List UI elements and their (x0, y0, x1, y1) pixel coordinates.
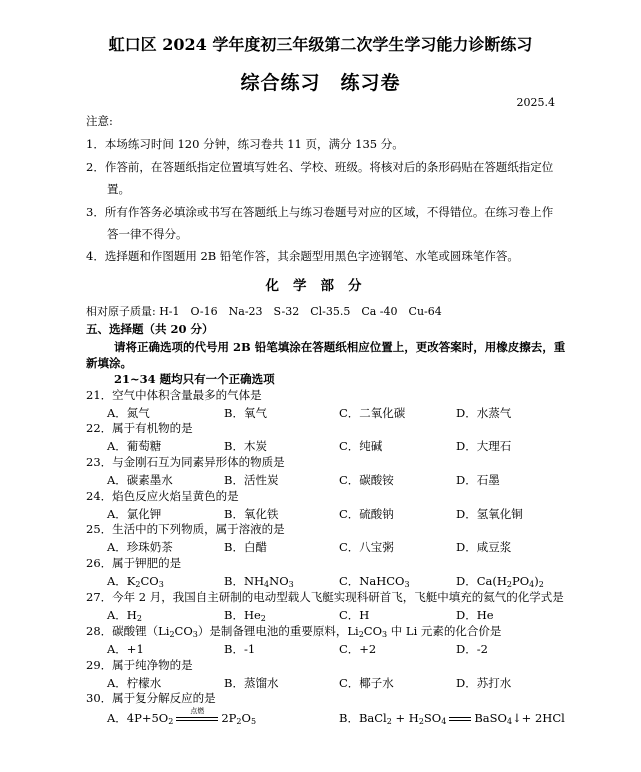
atomic-masses: 相对原子质量: H-1 O-16 Na-23 S-32 Cl-35.5 Ca -40 Cu-64 (86, 305, 442, 318)
part-subheading: 21~34 题均只有一个正确选项 (114, 372, 275, 386)
part-heading: 五、选择题（共 20 分） (86, 322, 214, 336)
question-stem: 24．焰色反应火焰呈黄色的是 (86, 489, 239, 503)
notes-label: 注意: (86, 114, 113, 128)
exam-date: 2025.4 (516, 96, 555, 109)
option-c: C．二氧化碳 (339, 406, 406, 420)
exam-title: 虹口区 2024 学年度初三年级第二次学生学习能力诊断练习 (108, 35, 533, 54)
option-a: A．柠檬水 (107, 676, 162, 690)
option-d: D．-2 (456, 642, 488, 656)
option-b: B．白醋 (224, 540, 267, 554)
option-c: C．NaHCO$_3$ (339, 574, 410, 589)
option-a: A．+1 (107, 642, 144, 656)
question-stem: 25．生活中的下列物质，属于溶液的是 (86, 522, 285, 536)
option-a: A．碳素墨水 (107, 473, 173, 487)
question-stem: 23．与金刚石互为同素异形体的物质是 (86, 455, 285, 469)
part-instruction: 新填涂。 (86, 356, 132, 370)
option-d: D．水蒸气 (456, 406, 512, 420)
option-b: B．BaCl$_2$ + $H_2SO_4$ BaSO$_4$↓+ 2HCl (339, 711, 565, 726)
option-d: D．He (456, 608, 494, 622)
option-b: B．蒸馏水 (224, 676, 279, 690)
option-b: B．氧化铁 (224, 507, 279, 521)
option-a: A．氯化钾 (107, 507, 162, 521)
option-c: C．硫酸钠 (339, 507, 394, 521)
part-instruction: 请将正确选项的代号用 2B 铅笔填涂在答题纸相应位置上，更改答案时，用橡皮擦去，重 (114, 340, 566, 354)
question-stem: 28．碳酸锂$(Li_2CO_3)$是制备锂电池的重要原料，$Li_2CO_3$ 中 Li 元素的化合价是 (86, 624, 502, 639)
option-a: A．葡萄糖 (107, 439, 162, 453)
reaction-equals (449, 714, 471, 724)
question-stem: 29．属于纯净物的是 (86, 658, 193, 672)
reaction-arrow: 点燃 (176, 714, 218, 724)
option-d: D．咸豆浆 (456, 540, 512, 554)
note-item: 3．所有作答务必填涂或书写在答题纸上与练习卷题号对应的区域，不得错位。在练习卷上作 (86, 205, 554, 219)
option-c: C．椰子水 (339, 676, 394, 690)
option-a: A．氮气 (107, 406, 150, 420)
option-b: B．$NH_4NO_3$ (224, 574, 294, 589)
option-d: D．石墨 (456, 473, 500, 487)
option-c: C．碳酸铵 (339, 473, 394, 487)
option-d: D．$Ca(H_2PO_4)_2$ (456, 574, 544, 589)
option-a: A．珍珠奶茶 (107, 540, 173, 554)
option-c: C．八宝粥 (339, 540, 394, 554)
option-a: A．$K_2CO_3$ (107, 574, 164, 589)
question-stem: 26．属于钾肥的是 (86, 556, 182, 570)
option-d: D．氢氧化铜 (456, 507, 523, 521)
note-item: 2．作答前，在答题纸指定位置填写姓名、学校、班级。将核对后的条形码贴在答题纸指定位 (86, 160, 554, 174)
question-stem: 21．空气中体积含量最多的气体是 (86, 388, 262, 402)
option-b: B．-1 (224, 642, 256, 656)
question-stem: 27．今年 2 月，我国自主研制的电动型载人飞艇实现科研首飞，飞艇中填充的氦气的化学式是 (86, 590, 564, 604)
option-b: B．活性炭 (224, 473, 279, 487)
question-stem: 30．属于复分解反应的是 (86, 691, 216, 705)
option-a: A．$H_2$ (107, 608, 142, 623)
option-b: B．木炭 (224, 439, 267, 453)
option-b: B．氧气 (224, 406, 267, 420)
option-d: D．苏打水 (456, 676, 512, 690)
option-c: C．+2 (339, 642, 377, 656)
option-b: B．$He_2$ (224, 608, 266, 623)
option-a: A．$4P+5O_2$ 点燃 $2P_2O_5$ (107, 707, 257, 726)
note-item: 1．本场练习时间 120 分钟，练习卷共 11 页，满分 135 分。 (86, 137, 404, 151)
exam-subtitle: 综合练习 练习卷 (240, 72, 401, 94)
option-c: C．纯碱 (339, 439, 383, 453)
option-d: D．大理石 (456, 439, 512, 453)
section-title: 化学部分 (265, 278, 376, 294)
option-c: C．H (339, 608, 370, 622)
question-stem: 22．属于有机物的是 (86, 421, 193, 435)
note-item: 置。 (107, 182, 130, 196)
note-item: 答一律不得分。 (107, 227, 188, 241)
note-item: 4．选择题和作图题用 2B 铅笔作答，其余题型用黑色字迹钢笔、水笔或圆珠笔作答。 (86, 249, 519, 263)
